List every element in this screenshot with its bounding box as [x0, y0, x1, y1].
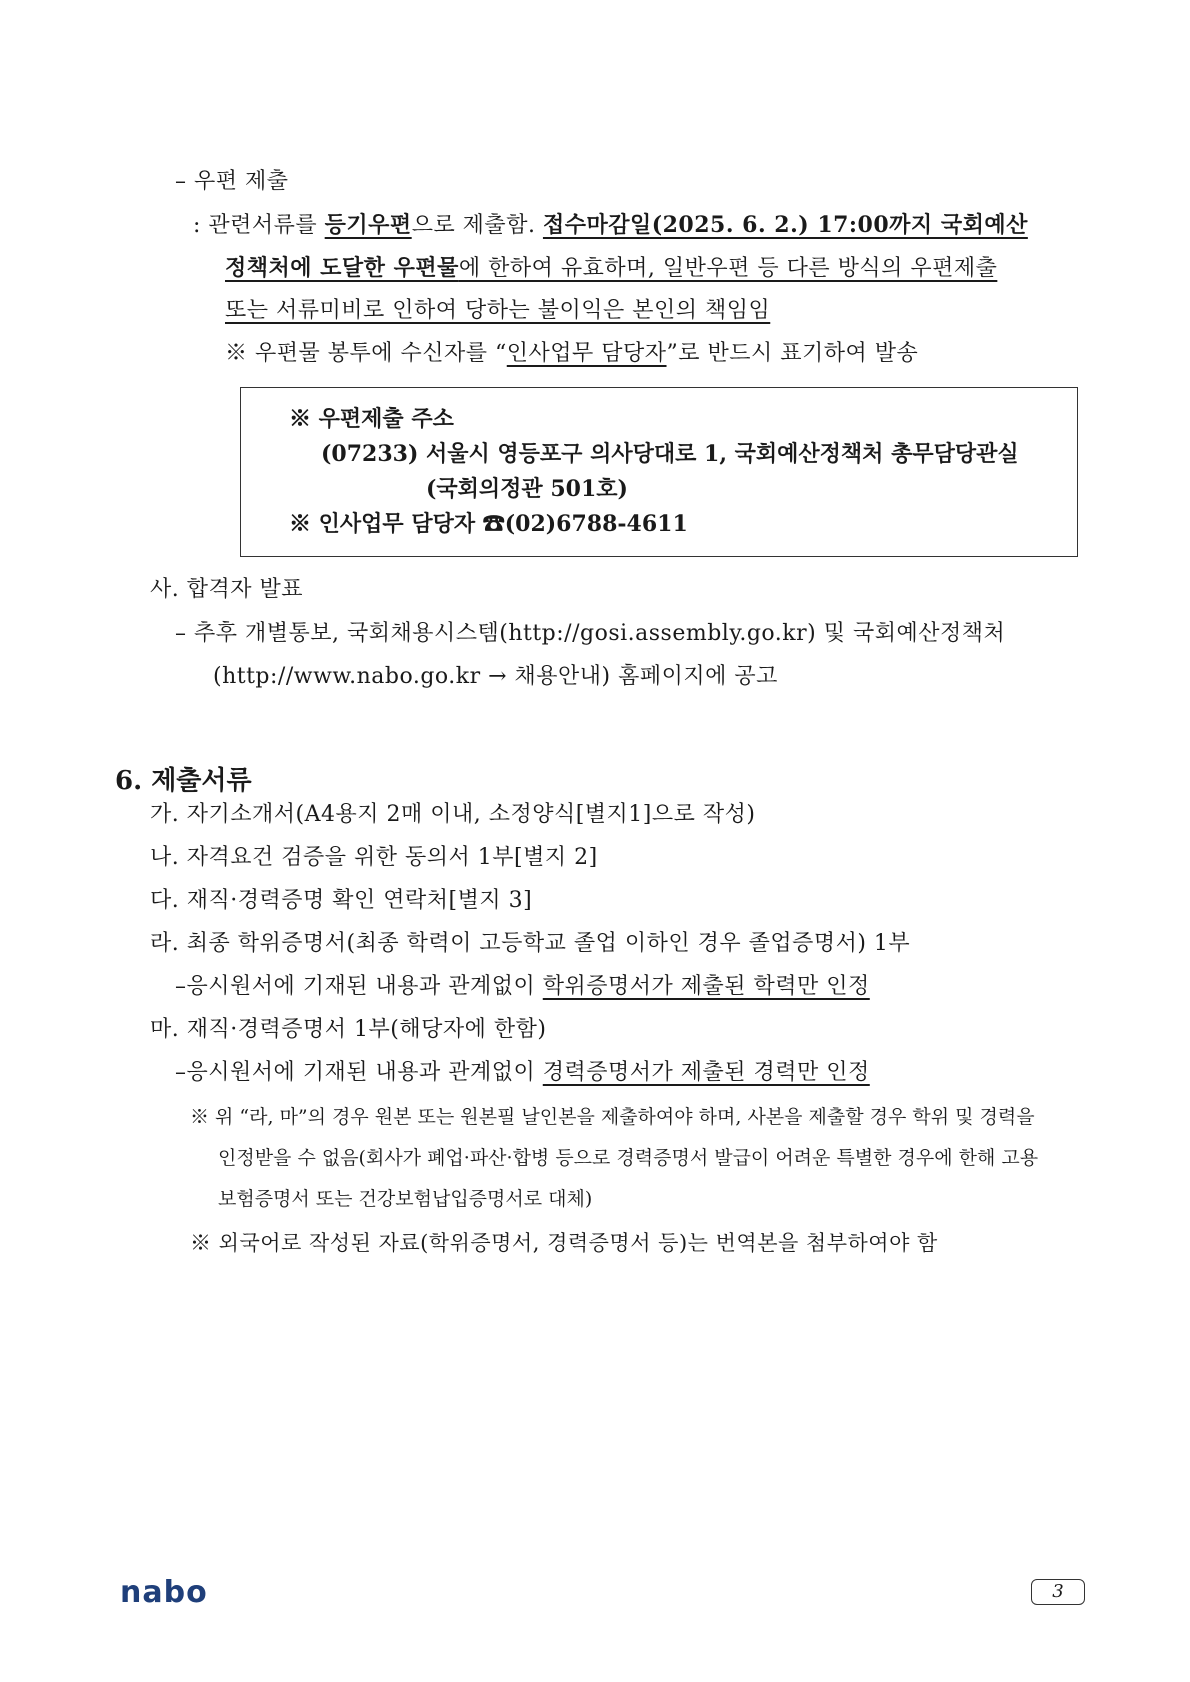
- doc-item-na: 나. 자격요건 검증을 위한 동의서 1부[별지 2]: [150, 845, 598, 870]
- postal-line-2: [225, 253, 997, 284]
- deadline-emphasis: 접수마감일(2025. 6. 2.) 17:00까지 국회예산: [542, 212, 1028, 238]
- postal-line-3: 또는 서류미비로 인하여 당하는 불이익은 본인의 책임임: [225, 298, 771, 323]
- note-original-line-3: 보험증명서 또는 건강보험납입증명서로 대체): [218, 1188, 593, 1210]
- announce-heading: 사. 합격자 발표: [150, 577, 303, 602]
- doc-item-ra: 라. 최종 학위증명서(최종 학력이 고등학교 졸업 이하인 경우 졸업증명서) 1부: [150, 931, 911, 956]
- doc-item-ma-sub: [175, 1058, 870, 1088]
- box-contact: ※ 인사업무 담당자 ☎(02)6788-4611: [289, 511, 688, 537]
- degree-emphasis: 학위증명서가 제출된 학력만 인정: [542, 974, 870, 999]
- note-original-line-2: 인정받을 수 없음(회사가 폐업·파산·합병 등으로 경력증명서 발급이 어려운 특별한 경우에 한해 고용: [218, 1147, 1039, 1169]
- postal-text: 에 한하여 유효하며, 일반우편 등 다른 방식의 우편제출: [458, 256, 998, 281]
- sub-text: –응시원서에 기재된 내용과 관계없이: [175, 1060, 543, 1085]
- page-number: 3: [1031, 1579, 1085, 1605]
- recipient-emphasis: 인사업무 담당자: [506, 341, 667, 366]
- postal-line-1: [193, 210, 1028, 241]
- doc-item-da: 다. 재직·경력증명 확인 연락처[별지 3]: [150, 888, 533, 913]
- section-title: 6. 제출서류: [115, 766, 252, 796]
- note-original-line-1: ※ 위 “라, 마”의 경우 원본 또는 원본필 날인본을 제출하여야 하며, 사본을 제출할 경우 학위 및 경력을: [190, 1106, 1035, 1128]
- box-address-room: (국회의정관 501호): [426, 476, 628, 502]
- announce-line-1: – 추후 개별통보, 국회채용시스템(http://gosi.assembly.go.kr) 및 국회예산정책처: [175, 621, 1006, 646]
- sub-text: –응시원서에 기재된 내용과 관계없이: [175, 974, 543, 999]
- registered-mail-emphasis: 등기우편: [324, 212, 412, 238]
- doc-item-ra-sub: [175, 972, 870, 1002]
- box-address: (07233) 서울시 영등포구 의사당대로 1, 국회예산정책처 총무담당관실: [321, 441, 1019, 467]
- nabo-logo: nabo: [120, 1575, 208, 1610]
- note-text: ”로 반드시 표기하여 발송: [666, 341, 919, 366]
- note-text: ※ 우편물 봉투에 수신자를 “: [225, 341, 507, 366]
- postal-heading: – 우편 제출: [175, 169, 289, 194]
- announce-line-2: (http://www.nabo.go.kr → 채용안내) 홈페이지에 공고: [213, 664, 778, 689]
- note-translation: ※ 외국어로 작성된 자료(학위증명서, 경력증명서 등)는 번역본을 첨부하여야 함: [190, 1231, 938, 1255]
- postal-text: 으로 제출함.: [411, 213, 543, 238]
- doc-item-ma: 마. 재직·경력증명서 1부(해당자에 한함): [150, 1017, 547, 1042]
- box-title: ※ 우편제출 주소: [289, 406, 454, 432]
- postal-text: : 관련서류를: [193, 213, 325, 238]
- postal-note: [225, 339, 918, 369]
- delivery-emphasis: 정책처에 도달한 우편물: [225, 255, 459, 281]
- postal-address-box: [240, 387, 1078, 557]
- career-emphasis: 경력증명서가 제출된 경력만 인정: [542, 1060, 870, 1085]
- doc-item-ga: 가. 자기소개서(A4용지 2매 이내, 소정양식[별지1]으로 작성): [150, 802, 756, 827]
